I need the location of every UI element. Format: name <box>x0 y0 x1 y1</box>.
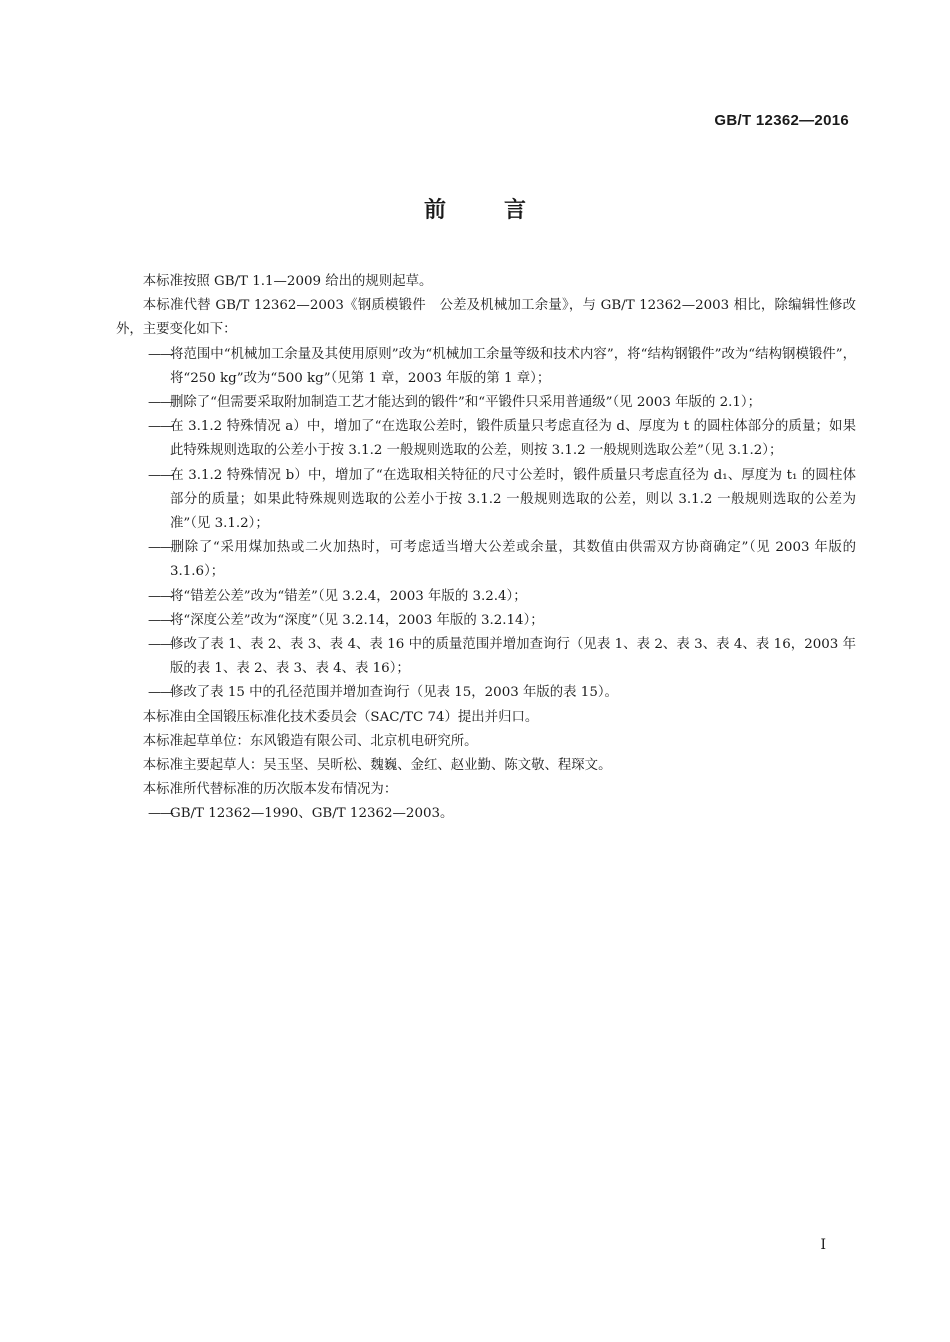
dash-mark: —— <box>148 612 173 628</box>
change-item <box>116 633 856 681</box>
paragraph: 本标准按照 GB/T 1.1—2009 给出的规则起草。 <box>142 274 433 289</box>
change-text: 删除了“但需要采取附加制造工艺才能达到的锻件”和“平锻件只采用普通级”（见 2003 年版的 2.1）； <box>170 395 761 411</box>
page-number: I <box>820 1237 826 1253</box>
dash-mark: —— <box>148 346 173 362</box>
dash-mark: —— <box>148 419 173 435</box>
change-item <box>116 391 856 415</box>
page-title <box>0 193 950 224</box>
change-item <box>116 343 856 391</box>
change-item <box>116 415 856 463</box>
dash-mark: —— <box>148 540 173 556</box>
paragraph: 本标准主要起草人：吴玉坚、吴昕松、魏巍、金红、赵业勤、陈文敬、程琛文。 <box>142 758 612 774</box>
change-text: 修改了表 1、表 2、表 3、表 4、表 16 中的质量范围并增加查询行（见表 1、表 2、表 3、表 4、表 16，2003 年版的表 1、表 2、表 3、表 4、表 16）； <box>170 637 856 677</box>
paragraph: 本标准所代替标准的历次版本发布情况为： <box>142 782 398 798</box>
change-item <box>116 585 856 609</box>
dash-mark: —— <box>148 685 173 701</box>
dash-mark: —— <box>148 467 173 483</box>
change-item <box>116 609 856 633</box>
change-item <box>116 536 856 584</box>
title-char-1: 前 <box>423 198 446 223</box>
paragraph: 本标准由全国锻压标准化技术委员会（SAC/TC 74）提出并归口。 <box>142 709 539 725</box>
standard-number: GB/T 12362—2016 <box>714 112 849 129</box>
change-text: 将“错差公差”改为“错差”（见 3.2.4，2003 年版的 3.2.4）； <box>170 588 527 604</box>
history-item <box>116 802 856 826</box>
change-text: 将“深度公差”改为“深度”（见 3.2.14，2003 年版的 3.2.14）； <box>170 612 544 628</box>
dash-mark: —— <box>148 395 173 411</box>
paragraph: 本标准代替 GB/T 12362—2003《钢质模锻件 公差及机械加工余量》，与 GB/T 12362—2003 相比，除编辑性修改外，主要变化如下： <box>116 298 856 338</box>
change-item <box>116 681 856 705</box>
foreword-body <box>116 270 856 827</box>
dash-mark: —— <box>148 588 173 604</box>
history-text: GB/T 12362—1990、GB/T 12362—2003。 <box>170 806 454 822</box>
change-text: 修改了表 15 中的孔径范围并增加查询行（见表 15，2003 年版的表 15）。 <box>170 685 618 701</box>
change-item <box>116 464 856 537</box>
dash-mark: —— <box>148 806 173 822</box>
dash-mark: —— <box>148 637 173 653</box>
change-text: 在 3.1.2 特殊情况 a）中，增加了“在选取公差时，锻件质量只考虑直径为 d、厚度为 t 的圆柱体部分的质量；如果此特殊规则选取的公差小于按 3.1.2 一般规则选取的公差，则按 3.1.2 一般规则选取公差”（见 3.1.2）； <box>170 419 856 459</box>
change-text: 在 3.1.2 特殊情况 b）中，增加了“在选取相关特征的尺寸公差时，锻件质量只考虑直径为 d₁、厚度为 t₁ 的圆柱体部分的质量；如果此特殊规则选取的公差小于按 3.1.2 一般规则选取的公差，则以 3.1.2 一般规则选取的公差为准”（见 3.1.2）； <box>170 467 856 532</box>
title-char-2: 言 <box>504 198 527 223</box>
change-text: 删除了“采用煤加热或二火加热时，可考虑适当增大公差或余量，其数值由供需双方协商确定”（见 2003 年版的 3.1.6）； <box>170 540 856 580</box>
paragraph: 本标准起草单位：东风锻造有限公司、北京机电研究所。 <box>142 733 478 749</box>
change-text: 将范围中“机械加工余量及其使用原则”改为“机械加工余量等级和技术内容”，将“结构钢锻件”改为“结构钢模锻件”，将“250 kg”改为“500 kg”（见第 1 章，2003 年版的第 1 章）； <box>170 346 856 386</box>
